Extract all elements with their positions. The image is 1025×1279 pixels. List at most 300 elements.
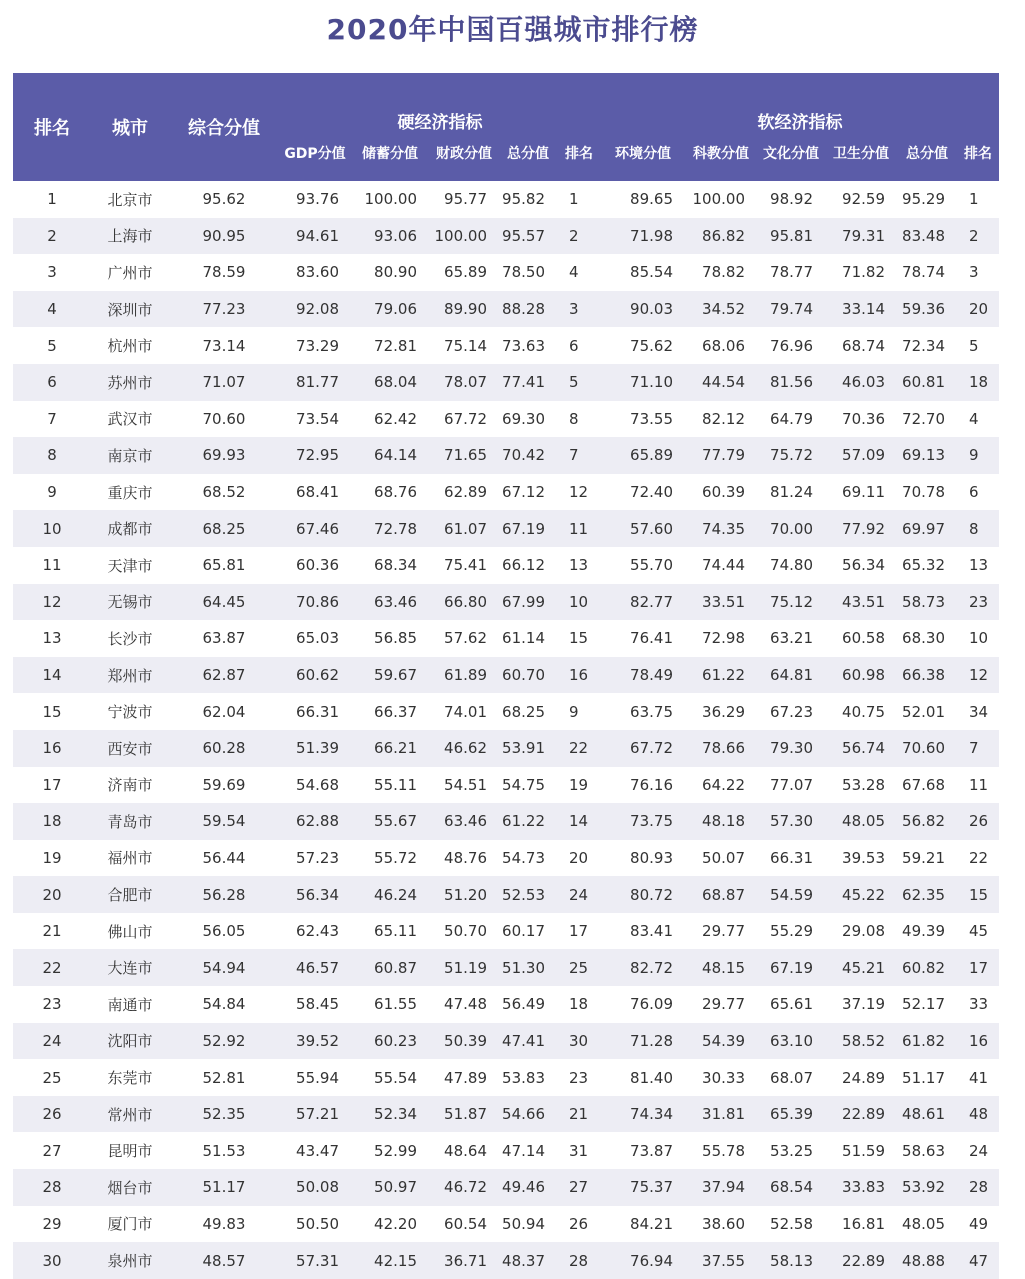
cell-soft-rank: 48 [957,1096,999,1133]
cell-culture: 81.24 [770,483,813,502]
cell-soft-total: 48.88 [897,1242,957,1279]
cell-hard-rank: 8 [569,409,579,428]
cell-rank: 7 [47,409,57,428]
cell-savings: 64.14 [351,437,429,474]
cell-savings: 62.42 [374,409,417,428]
group-header-hard-economy: 硬经济指标 [397,113,483,133]
cell-education: 82.12 [702,409,745,428]
cell-culture: 77.07 [770,775,813,794]
cell-culture: 68.07 [770,1068,813,1087]
cell-city: 重庆市 [107,483,153,502]
cell-overall: 95.62 [202,190,246,209]
cell-hard-total: 77.41 [499,364,557,401]
cell-environment: 81.40 [630,1068,673,1087]
cell-soft-rank: 9 [957,437,999,474]
cell-finance: 60.54 [444,1214,487,1233]
cell-soft-total: 69.13 [897,437,957,474]
cell-environment: 76.41 [630,629,673,648]
cell-overall: 56.28 [169,876,279,913]
cell-education: 44.54 [685,364,757,401]
cell-soft-total: 65.32 [902,556,945,575]
cell-city: 宁波市 [107,703,153,722]
table-row [13,327,999,364]
cell-culture: 55.29 [770,922,813,941]
cell-savings: 66.21 [351,730,429,767]
cell-savings: 72.81 [374,336,417,355]
cell-rank: 10 [13,510,91,547]
cell-hard-total: 95.57 [499,218,557,255]
col-header-overall: 综合分值 [188,118,260,139]
cell-hard-total: 61.14 [502,629,545,648]
cell-soft-total: 69.97 [897,510,957,547]
cell-gdp: 93.76 [296,190,339,209]
cell-finance: 66.80 [429,584,499,621]
cell-city: 长沙市 [107,629,153,648]
cell-education: 60.39 [702,483,745,502]
cell-overall: 54.84 [202,995,246,1014]
cell-soft-rank: 10 [969,629,989,648]
cell-education: 33.51 [685,584,757,621]
cell-city: 泉州市 [91,1242,169,1279]
table-row [13,876,999,913]
cell-culture: 78.77 [770,263,813,282]
cell-hard-total: 47.14 [502,1141,545,1160]
cell-soft-total: 58.63 [902,1141,945,1160]
cell-gdp: 67.46 [279,510,351,547]
col-header-savings: 储蓄分值 [362,146,418,162]
cell-city: 成都市 [91,510,169,547]
cell-city: 大连市 [91,949,169,986]
cell-gdp: 73.54 [296,409,339,428]
cell-gdp: 62.43 [296,922,339,941]
cell-culture: 57.30 [757,803,825,840]
cell-hard-rank: 28 [557,1242,601,1279]
cell-culture: 64.81 [757,657,825,694]
cell-health: 16.81 [842,1214,885,1233]
cell-health: 40.75 [842,702,885,721]
table-row [13,584,999,621]
cell-environment: 75.37 [601,1169,685,1206]
cell-health: 57.09 [825,437,897,474]
cell-finance: 50.39 [429,1023,499,1060]
col-header-soft-rank: 排名 [964,146,993,162]
cell-finance: 65.89 [444,263,487,282]
cell-hard-total: 67.19 [499,510,557,547]
cell-soft-total: 49.39 [902,922,945,941]
cell-hard-total: 88.28 [499,291,557,328]
cell-savings: 59.67 [351,657,429,694]
cell-finance: 46.72 [429,1169,499,1206]
cell-overall: 65.81 [202,556,246,575]
cell-gdp: 72.95 [279,437,351,474]
cell-overall: 77.23 [169,291,279,328]
cell-culture: 75.72 [757,437,825,474]
cell-overall: 62.87 [169,657,279,694]
cell-culture: 98.92 [770,190,813,209]
cell-culture: 65.61 [770,995,813,1014]
cell-education: 48.15 [685,949,757,986]
cell-culture: 63.21 [770,629,813,648]
cell-education: 29.77 [702,995,745,1014]
cell-environment: 71.98 [601,218,685,255]
cell-health: 69.11 [842,483,885,502]
cell-health: 77.92 [825,510,897,547]
cell-education: 61.22 [685,657,757,694]
table-row [13,767,999,804]
cell-savings: 42.15 [351,1242,429,1279]
cell-overall: 70.60 [202,409,246,428]
col-header-city: 城市 [112,118,148,139]
cell-education: 37.94 [685,1169,757,1206]
cell-environment: 89.65 [630,190,673,209]
cell-education: 72.98 [702,629,745,648]
cell-culture: 65.39 [757,1096,825,1133]
cell-savings: 60.87 [351,949,429,986]
cell-hard-rank: 20 [569,848,589,867]
cell-hard-total: 66.12 [502,556,545,575]
cell-environment: 73.55 [630,409,673,428]
cell-culture: 68.54 [757,1169,825,1206]
cell-education: 36.29 [702,702,745,721]
cell-gdp: 58.45 [296,995,339,1014]
cell-rank: 5 [47,336,57,355]
cell-soft-rank: 12 [957,657,999,694]
cell-gdp: 62.88 [279,803,351,840]
cell-education: 55.78 [702,1141,745,1160]
cell-health: 68.74 [842,336,885,355]
cell-savings: 100.00 [364,190,417,209]
cell-finance: 46.62 [429,730,499,767]
cell-soft-rank: 41 [969,1068,989,1087]
cell-overall: 49.83 [202,1214,246,1233]
cell-education: 74.44 [702,556,745,575]
cell-rank: 13 [42,629,62,648]
cell-hard-total: 51.30 [499,949,557,986]
cell-health: 56.74 [825,730,897,767]
cell-rank: 1 [47,190,57,209]
cell-health: 39.53 [842,848,885,867]
cell-city: 南通市 [107,995,153,1014]
cell-health: 22.89 [825,1242,897,1279]
cell-environment: 57.60 [601,510,685,547]
table-body [13,181,999,1279]
cell-overall: 59.54 [169,803,279,840]
cell-soft-total: 78.74 [902,263,945,282]
cell-gdp: 68.41 [296,483,339,502]
table-header [13,73,999,181]
cell-finance: 63.46 [429,803,499,840]
cell-environment: 76.09 [630,995,673,1014]
cell-culture: 74.80 [770,556,813,575]
cell-soft-rank: 3 [969,263,979,282]
cell-environment: 76.94 [601,1242,685,1279]
cell-rank: 30 [13,1242,91,1279]
cell-health: 56.34 [842,556,885,575]
cell-hard-rank: 24 [557,876,601,913]
cell-hard-rank: 31 [569,1141,589,1160]
cell-finance: 78.07 [429,364,499,401]
cell-environment: 74.34 [601,1096,685,1133]
cell-culture: 54.59 [757,876,825,913]
cell-hard-rank: 18 [569,995,589,1014]
cell-finance: 61.89 [429,657,499,694]
cell-soft-rank: 2 [957,218,999,255]
cell-environment: 71.28 [601,1023,685,1060]
cell-finance: 62.89 [444,483,487,502]
cell-savings: 50.97 [351,1169,429,1206]
cell-finance: 67.72 [444,409,487,428]
cell-gdp: 65.03 [296,629,339,648]
cell-soft-rank: 17 [957,949,999,986]
table-row [13,474,999,511]
cell-environment: 90.03 [601,291,685,328]
cell-health: 60.58 [842,629,885,648]
cell-hard-total: 61.22 [499,803,557,840]
cell-environment: 71.10 [601,364,685,401]
cell-city: 无锡市 [91,584,169,621]
cell-culture: 67.23 [770,702,813,721]
cell-education: 100.00 [692,190,745,209]
cell-hard-total: 69.30 [502,409,545,428]
cell-rank: 21 [42,922,62,941]
cell-overall: 56.44 [202,848,246,867]
cell-health: 33.14 [825,291,897,328]
cell-health: 37.19 [842,995,885,1014]
page-title: 2020年中国百强城市排行榜 [326,13,699,46]
cell-rank: 24 [13,1023,91,1060]
cell-finance: 100.00 [429,218,499,255]
table-row [13,913,999,950]
col-header-finance: 财政分值 [436,146,492,162]
cell-hard-rank: 10 [557,584,601,621]
cell-savings: 68.04 [351,364,429,401]
cell-finance: 50.70 [444,922,487,941]
cell-hard-rank: 7 [557,437,601,474]
cell-environment: 80.72 [601,876,685,913]
cell-education: 78.82 [702,263,745,282]
table-row [13,291,999,328]
cell-education: 31.81 [685,1096,757,1133]
cell-hard-total: 56.49 [502,995,545,1014]
cell-soft-total: 56.82 [897,803,957,840]
cell-city: 苏州市 [91,364,169,401]
cell-health: 70.36 [842,409,885,428]
ranking-table [13,73,999,1279]
cell-city: 郑州市 [91,657,169,694]
cell-hard-rank: 17 [569,922,589,941]
cell-rank: 15 [42,702,62,721]
cell-savings: 55.67 [351,803,429,840]
col-header-hard-total: 总分值 [507,146,549,162]
cell-soft-rank: 49 [969,1214,989,1233]
cell-culture: 66.31 [770,848,813,867]
cell-rank: 20 [13,876,91,913]
cell-soft-total: 72.34 [902,336,945,355]
cell-soft-rank: 24 [969,1141,989,1160]
cell-rank: 28 [13,1169,91,1206]
cell-rank: 22 [13,949,91,986]
cell-hard-rank: 6 [569,336,579,355]
cell-education: 64.22 [702,775,745,794]
table-row [13,1023,999,1060]
cell-education: 54.39 [685,1023,757,1060]
cell-hard-rank: 12 [569,483,589,502]
cell-savings: 79.06 [351,291,429,328]
table-row [13,840,999,877]
cell-soft-total: 58.73 [897,584,957,621]
cell-city: 福州市 [107,849,153,868]
cell-hard-rank: 14 [557,803,601,840]
table-row [13,1169,999,1206]
cell-rank: 8 [13,437,91,474]
cell-gdp: 43.47 [296,1141,339,1160]
table-row [13,1242,999,1279]
cell-hard-total: 95.82 [502,190,545,209]
cell-soft-rank: 26 [957,803,999,840]
cell-environment: 85.54 [630,263,673,282]
cell-soft-total: 70.60 [897,730,957,767]
cell-overall: 52.35 [169,1096,279,1133]
cell-education: 68.87 [685,876,757,913]
cell-soft-rank: 22 [969,848,989,867]
cell-culture: 67.19 [757,949,825,986]
cell-hard-rank: 5 [557,364,601,401]
cell-savings: 52.34 [351,1096,429,1133]
cell-gdp: 83.60 [296,263,339,282]
cell-finance: 51.20 [429,876,499,913]
cell-gdp: 66.31 [296,702,339,721]
cell-soft-rank: 13 [969,556,989,575]
cell-gdp: 92.08 [279,291,351,328]
cell-health: 45.21 [825,949,897,986]
cell-city: 南京市 [91,437,169,474]
cell-hard-rank: 16 [557,657,601,694]
cell-rank: 6 [13,364,91,401]
cell-environment: 76.16 [630,775,673,794]
cell-education: 78.66 [685,730,757,767]
cell-hard-total: 50.94 [502,1214,545,1233]
cell-city: 天津市 [107,556,153,575]
cell-soft-rank: 5 [969,336,979,355]
cell-city: 武汉市 [107,410,153,429]
cell-health: 71.82 [842,263,885,282]
cell-hard-total: 53.83 [502,1068,545,1087]
table-row [13,181,999,218]
cell-gdp: 60.36 [296,556,339,575]
cell-gdp: 57.21 [279,1096,351,1133]
cell-soft-total: 51.17 [902,1068,945,1087]
col-header-environment: 环境分值 [615,146,671,162]
cell-hard-rank: 25 [557,949,601,986]
cell-rank: 11 [42,556,62,575]
cell-overall: 90.95 [169,218,279,255]
cell-city: 青岛市 [91,803,169,840]
cell-overall: 68.25 [169,510,279,547]
cell-culture: 58.13 [757,1242,825,1279]
cell-soft-rank: 6 [969,483,979,502]
cell-environment: 82.77 [601,584,685,621]
cell-soft-total: 61.82 [897,1023,957,1060]
cell-soft-rank: 33 [969,995,989,1014]
cell-finance: 95.77 [444,190,487,209]
cell-soft-total: 59.21 [902,848,945,867]
cell-environment: 72.40 [630,483,673,502]
cell-city: 烟台市 [91,1169,169,1206]
cell-savings: 55.11 [374,775,417,794]
cell-education: 48.18 [685,803,757,840]
cell-soft-rank: 47 [957,1242,999,1279]
cell-gdp: 51.39 [279,730,351,767]
col-header-soft-total: 总分值 [906,146,948,162]
cell-education: 77.79 [685,437,757,474]
cell-environment: 73.87 [630,1141,673,1160]
cell-environment: 83.41 [630,922,673,941]
cell-soft-total: 48.05 [902,1214,945,1233]
cell-soft-total: 52.01 [902,702,945,721]
cell-city: 济南市 [107,776,153,795]
cell-rank: 26 [13,1096,91,1133]
ranking-table-container [13,73,999,1279]
cell-city: 广州市 [107,263,153,282]
cell-soft-total: 59.36 [897,291,957,328]
table-row [13,1132,999,1169]
cell-finance: 36.71 [429,1242,499,1279]
group-header-soft-economy: 软经济指标 [757,113,843,133]
cell-rank: 12 [13,584,91,621]
cell-city: 佛山市 [107,922,153,941]
col-header-health: 卫生分值 [833,146,889,162]
cell-education: 50.07 [702,848,745,867]
cell-finance: 75.14 [444,336,487,355]
cell-finance: 51.87 [429,1096,499,1133]
cell-soft-total: 48.61 [897,1096,957,1133]
cell-gdp: 55.94 [296,1068,339,1087]
cell-savings: 55.72 [374,848,417,867]
cell-culture: 79.30 [757,730,825,767]
cell-savings: 46.24 [351,876,429,913]
cell-rank: 25 [42,1068,62,1087]
table-row [13,803,999,840]
cell-savings: 63.46 [351,584,429,621]
cell-hard-rank: 4 [569,263,579,282]
cell-soft-rank: 20 [957,291,999,328]
cell-overall: 59.69 [202,775,246,794]
cell-overall: 54.94 [169,949,279,986]
cell-savings: 80.90 [374,263,417,282]
cell-city: 北京市 [107,190,153,209]
table-row [13,510,999,547]
cell-environment: 73.75 [601,803,685,840]
cell-overall: 56.05 [202,922,246,941]
cell-overall: 52.92 [169,1023,279,1060]
cell-gdp: 46.57 [279,949,351,986]
cell-rank: 9 [47,483,57,502]
cell-soft-total: 62.35 [897,876,957,913]
cell-soft-total: 68.30 [902,629,945,648]
cell-health: 58.52 [825,1023,897,1060]
cell-savings: 60.23 [351,1023,429,1060]
cell-education: 74.35 [685,510,757,547]
cell-soft-total: 67.68 [902,775,945,794]
cell-city: 昆明市 [107,1142,153,1161]
cell-soft-rank: 7 [957,730,999,767]
cell-rank: 14 [13,657,91,694]
cell-hard-rank: 13 [569,556,589,575]
cell-hard-rank: 27 [557,1169,601,1206]
cell-city: 上海市 [91,218,169,255]
table-row [13,1206,999,1243]
cell-environment: 55.70 [630,556,673,575]
